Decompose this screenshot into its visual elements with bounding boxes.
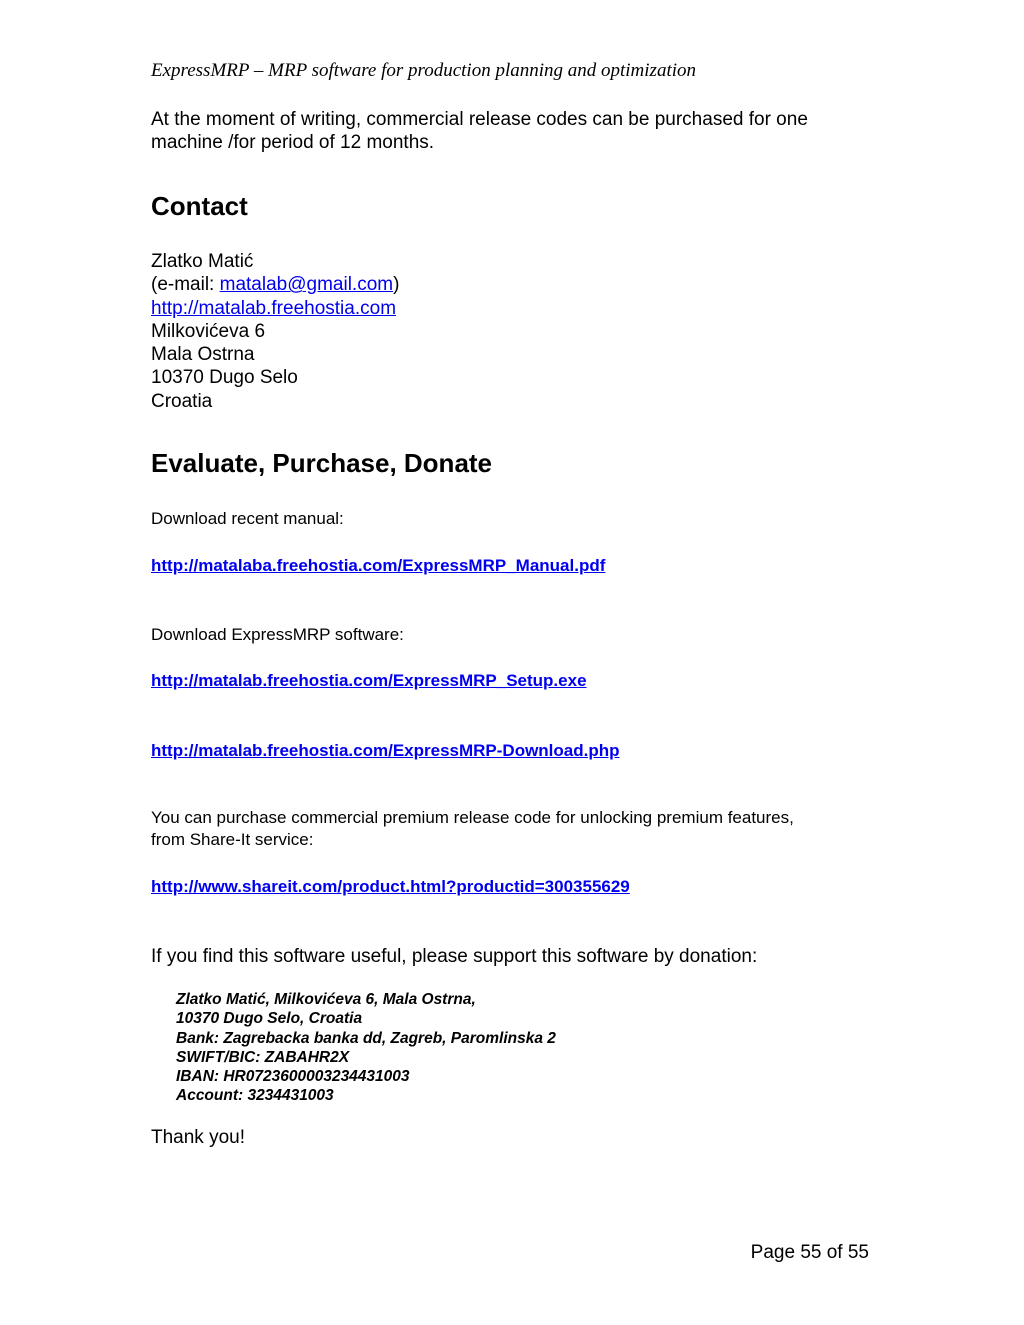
contact-block — [151, 250, 399, 413]
software-label: Download ExpressMRP software: — [151, 625, 404, 644]
thanks-text: Thank you! — [151, 1127, 245, 1148]
bank-details — [176, 990, 556, 1106]
shareit-link[interactable]: http://www.shareit.com/product.html?productid=300355629 — [151, 877, 630, 896]
download-page-link[interactable]: http://matalab.freehostia.com/ExpressMRP-Download.php — [151, 741, 620, 760]
evaluate-heading: Evaluate, Purchase, Donate — [151, 448, 493, 478]
website-link[interactable]: http://matalab.freehostia.com — [151, 297, 397, 319]
address-line: Milkovićeva 6 — [151, 320, 266, 342]
donate-text: If you find this software useful, please support this software by donation: — [151, 946, 758, 967]
bank-line: 10370 Dugo Selo, Croatia — [176, 1010, 363, 1028]
purchase-text-2: from Share-It service: — [151, 830, 314, 849]
address-line: Mala Ostrna — [151, 344, 255, 366]
running-header: ExpressMRP – MRP software for production planning and optimization — [151, 60, 697, 81]
bank-line: IBAN: HR0723600003234431003 — [176, 1068, 410, 1086]
manual-link[interactable]: http://matalaba.freehostia.com/ExpressMRP_Manual.pdf — [151, 556, 606, 575]
manual-label: Download recent manual: — [151, 509, 344, 528]
bank-line: Zlatko Matić, Milkovićeva 6, Mala Ostrna, — [176, 991, 476, 1008]
address-line: 10370 Dugo Selo — [151, 367, 298, 389]
bank-line: Bank: Zagrebacka banka dd, Zagreb, Paromlinska 2 — [176, 1029, 556, 1047]
contact-name: Zlatko Matić — [151, 251, 254, 272]
purchase-text-1: You can purchase commercial premium release code for unlocking premium features, — [151, 808, 794, 827]
email-link[interactable]: matalab@gmail.com — [219, 274, 394, 296]
bank-line: Account: 3234431003 — [176, 1087, 334, 1105]
address-line: Croatia — [151, 390, 213, 412]
bank-line: SWIFT/BIC: ZABAHR2X — [176, 1048, 350, 1066]
page-number: Page 55 of 55 — [750, 1242, 869, 1263]
intro-paragraph: At the moment of writing, commercial release codes can be purchased for one machine /for period of 12 months. — [151, 109, 808, 153]
contact-heading: Contact — [151, 191, 248, 221]
setup-link[interactable]: http://matalab.freehostia.com/ExpressMRP_Setup.exe — [151, 671, 587, 690]
contact-email-line: (e-mail: matalab@gmail.com) — [151, 274, 400, 296]
